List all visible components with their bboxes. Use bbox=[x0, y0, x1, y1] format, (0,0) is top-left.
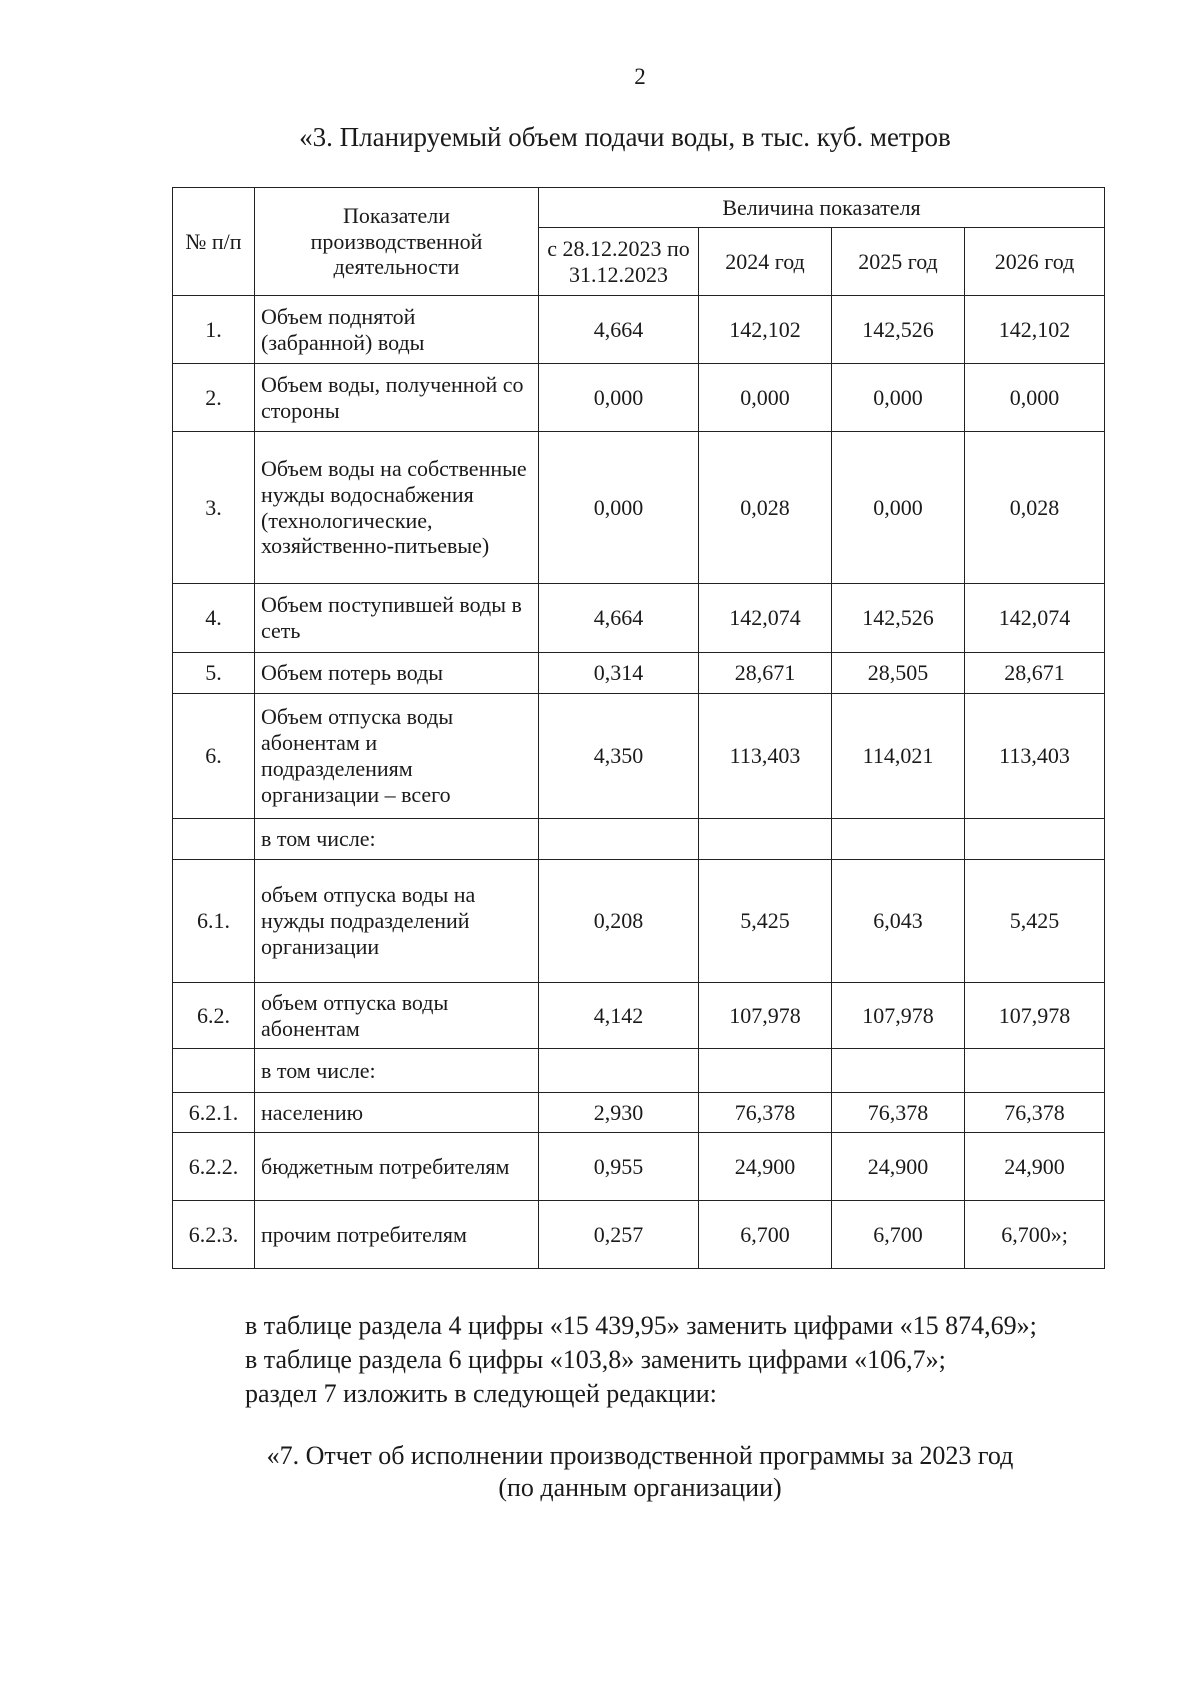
table-row bbox=[173, 983, 1105, 1049]
row-value bbox=[539, 819, 699, 860]
row-value: 6,700»; bbox=[965, 1201, 1105, 1269]
row-value: 0,028 bbox=[699, 432, 832, 584]
row-indicator: Объем воды, полученной со стороны bbox=[255, 364, 539, 432]
row-value bbox=[699, 1049, 832, 1093]
row-value: 142,074 bbox=[699, 584, 832, 653]
section-7-title-line: «7. Отчет об исполнении производственной программы за 2023 год bbox=[266, 1441, 1014, 1470]
row-value: 6,700 bbox=[699, 1201, 832, 1269]
header-period: 2025 год bbox=[832, 228, 965, 296]
table-row bbox=[173, 653, 1105, 694]
row-indicator: в том числе: bbox=[255, 1049, 539, 1093]
row-value: 0,000 bbox=[539, 432, 699, 584]
row-number bbox=[173, 1049, 255, 1093]
row-value: 142,102 bbox=[965, 296, 1105, 364]
row-value: 4,350 bbox=[539, 694, 699, 819]
row-indicator: Объем воды на собственные нужды водоснабжения (технологические, хозяйственно-питьевые) bbox=[255, 432, 539, 584]
row-value: 142,526 bbox=[832, 296, 965, 364]
row-value: 4,664 bbox=[539, 584, 699, 653]
row-value: 5,425 bbox=[965, 860, 1105, 983]
row-value: 107,978 bbox=[699, 983, 832, 1049]
table-row bbox=[173, 1093, 1105, 1133]
table-row bbox=[173, 584, 1105, 653]
row-number: 5. bbox=[173, 653, 255, 694]
table-row bbox=[173, 296, 1105, 364]
table-row bbox=[173, 364, 1105, 432]
header-period: с 28.12.2023 по 31.12.2023 bbox=[539, 228, 699, 296]
row-number: 6.2.3. bbox=[173, 1201, 255, 1269]
row-number: 1. bbox=[173, 296, 255, 364]
row-value: 0,000 bbox=[539, 364, 699, 432]
row-value bbox=[832, 819, 965, 860]
row-indicator: Объем поднятой (забранной) воды bbox=[255, 296, 539, 364]
row-value bbox=[965, 1049, 1105, 1093]
header-value-group: Величина показателя bbox=[539, 188, 1105, 228]
water-supply-table bbox=[172, 187, 1105, 1269]
row-indicator: объем отпуска воды на нужды подразделений организации bbox=[255, 860, 539, 983]
table-row bbox=[173, 1201, 1105, 1269]
header-indicator: Показатели производственной деятельности bbox=[255, 188, 539, 296]
section-7-title bbox=[0, 1440, 1200, 1504]
row-value: 107,978 bbox=[965, 983, 1105, 1049]
page-number: 2 bbox=[634, 64, 646, 89]
row-value: 6,043 bbox=[832, 860, 965, 983]
table-row bbox=[173, 819, 1105, 860]
row-number bbox=[173, 819, 255, 860]
row-value: 4,664 bbox=[539, 296, 699, 364]
row-number: 6.2.2. bbox=[173, 1133, 255, 1201]
row-value: 0,257 bbox=[539, 1201, 699, 1269]
row-value: 142,102 bbox=[699, 296, 832, 364]
row-value: 4,142 bbox=[539, 983, 699, 1049]
row-number: 6.2. bbox=[173, 983, 255, 1049]
row-number: 6. bbox=[173, 694, 255, 819]
table-row bbox=[173, 860, 1105, 983]
row-number: 3. bbox=[173, 432, 255, 584]
row-value: 113,403 bbox=[965, 694, 1105, 819]
section-3-title: «3. Планируемый объем подачи воды, в тыс. куб. метров bbox=[299, 122, 951, 152]
row-value: 24,900 bbox=[699, 1133, 832, 1201]
row-value: 0,000 bbox=[965, 364, 1105, 432]
row-number: 6.1. bbox=[173, 860, 255, 983]
row-value: 0,208 bbox=[539, 860, 699, 983]
row-value: 0,028 bbox=[965, 432, 1105, 584]
row-indicator: бюджетным потребителям bbox=[255, 1133, 539, 1201]
row-value bbox=[965, 819, 1105, 860]
table-row bbox=[173, 1049, 1105, 1093]
row-value: 0,314 bbox=[539, 653, 699, 694]
row-number: 2. bbox=[173, 364, 255, 432]
header-period: 2026 год bbox=[965, 228, 1105, 296]
section-7-subtitle: (по данным организации) bbox=[498, 1473, 782, 1502]
row-value bbox=[539, 1049, 699, 1093]
row-indicator: Объем потерь воды bbox=[255, 653, 539, 694]
row-number: 4. bbox=[173, 584, 255, 653]
row-value: 114,021 bbox=[832, 694, 965, 819]
row-value: 0,955 bbox=[539, 1133, 699, 1201]
row-value: 76,378 bbox=[699, 1093, 832, 1133]
row-indicator: Объем отпуска воды абонентам и подразделениям организации – всего bbox=[255, 694, 539, 819]
row-value: 113,403 bbox=[699, 694, 832, 819]
row-value: 142,526 bbox=[832, 584, 965, 653]
header-number: № п/п bbox=[173, 188, 255, 296]
row-value: 0,000 bbox=[699, 364, 832, 432]
row-value: 107,978 bbox=[832, 983, 965, 1049]
table-row bbox=[173, 1133, 1105, 1201]
row-indicator: Объем поступившей воды в сеть bbox=[255, 584, 539, 653]
amendment-paragraph: в таблице раздела 6 цифры «103,8» заменить цифрами «106,7»; bbox=[245, 1345, 946, 1374]
row-number: 6.2.1. bbox=[173, 1093, 255, 1133]
row-value: 76,378 bbox=[832, 1093, 965, 1133]
table-row bbox=[173, 432, 1105, 584]
row-value bbox=[699, 819, 832, 860]
row-value: 28,505 bbox=[832, 653, 965, 694]
row-value: 28,671 bbox=[699, 653, 832, 694]
row-value: 76,378 bbox=[965, 1093, 1105, 1133]
amendment-paragraph: в таблице раздела 4 цифры «15 439,95» заменить цифрами «15 874,69»; bbox=[245, 1311, 1037, 1340]
row-value: 2,930 bbox=[539, 1093, 699, 1133]
row-value: 0,000 bbox=[832, 364, 965, 432]
row-value: 5,425 bbox=[699, 860, 832, 983]
row-indicator: объем отпуска воды абонентам bbox=[255, 983, 539, 1049]
row-value: 142,074 bbox=[965, 584, 1105, 653]
row-value bbox=[832, 1049, 965, 1093]
amendment-paragraph: раздел 7 изложить в следующей редакции: bbox=[245, 1379, 717, 1408]
row-indicator: прочим потребителям bbox=[255, 1201, 539, 1269]
row-value: 24,900 bbox=[965, 1133, 1105, 1201]
row-value: 6,700 bbox=[832, 1201, 965, 1269]
row-indicator: населению bbox=[255, 1093, 539, 1133]
header-period: 2024 год bbox=[699, 228, 832, 296]
row-value: 24,900 bbox=[832, 1133, 965, 1201]
row-value: 28,671 bbox=[965, 653, 1105, 694]
row-indicator: в том числе: bbox=[255, 819, 539, 860]
table-row bbox=[173, 694, 1105, 819]
row-value: 0,000 bbox=[832, 432, 965, 584]
